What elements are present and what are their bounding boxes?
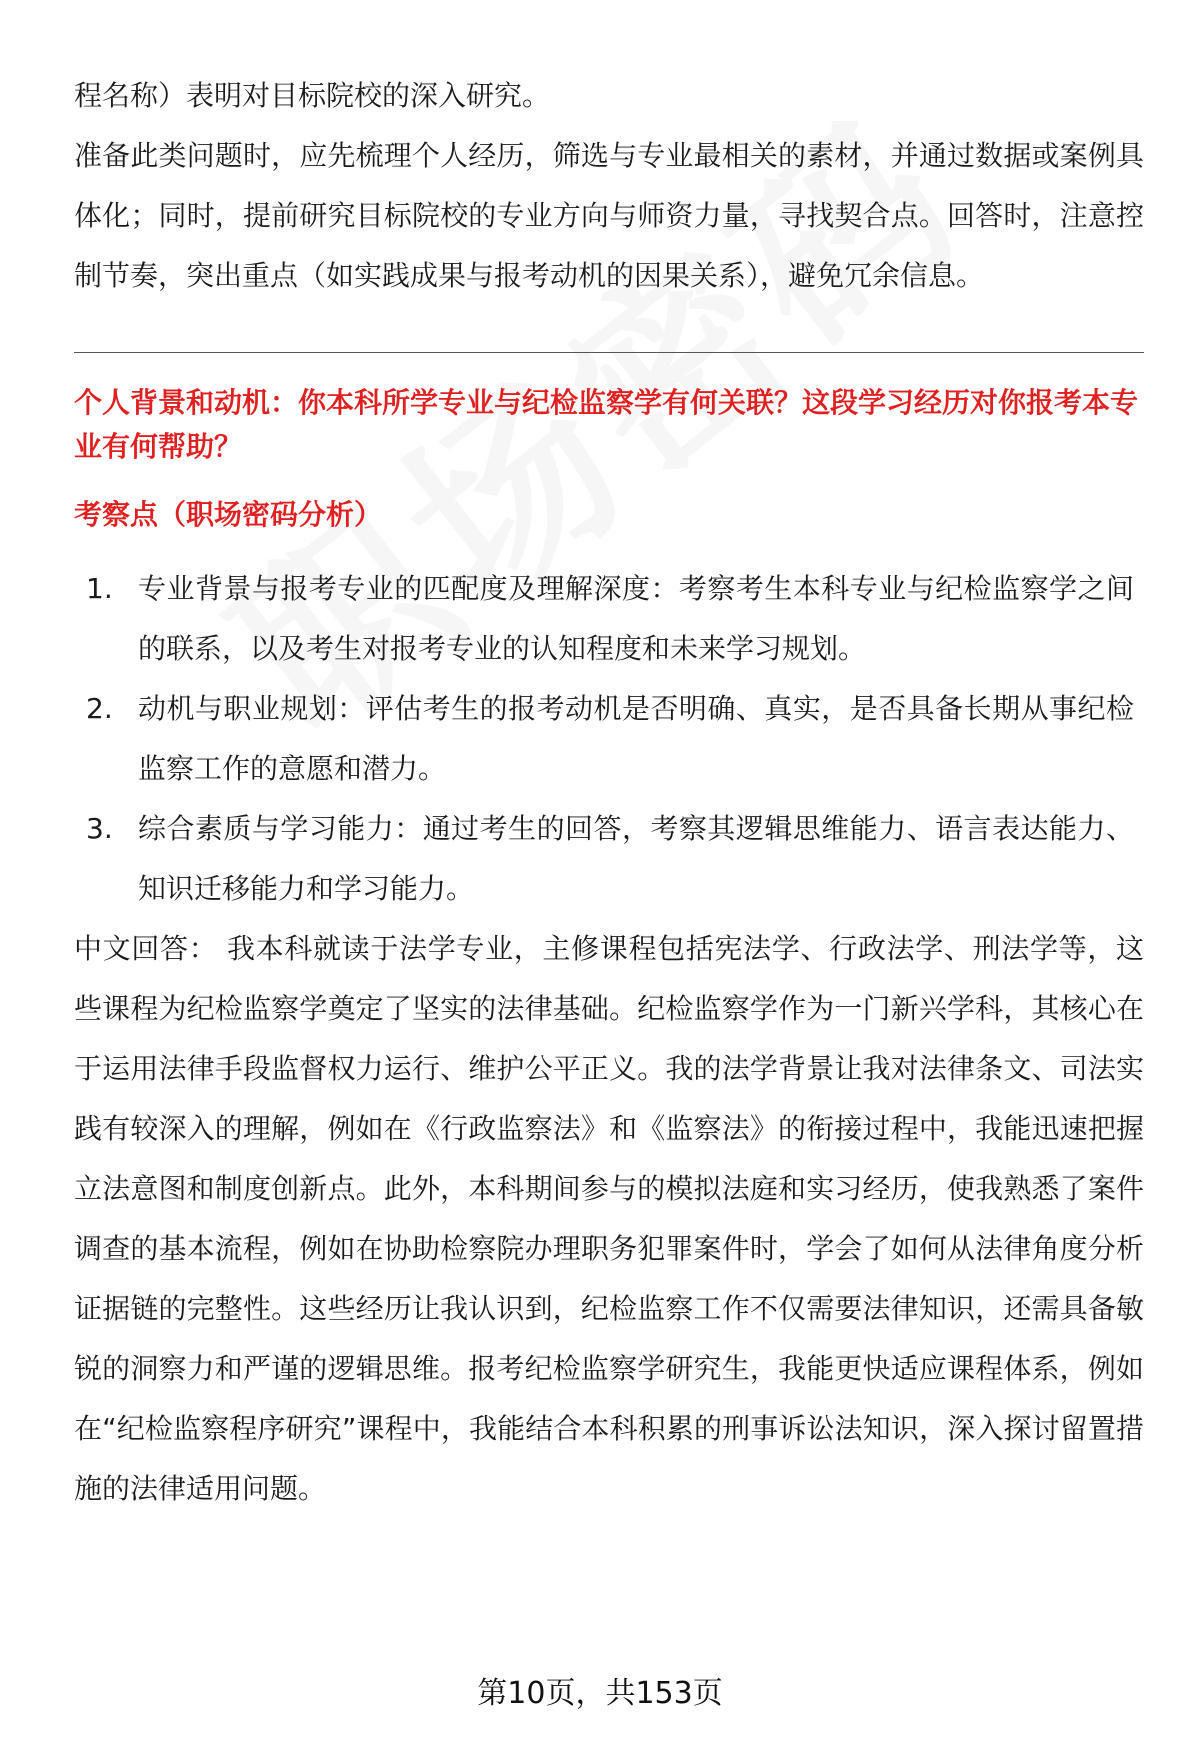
assessment-points	[74, 559, 1144, 919]
intro-paragraph-1: 程名称）表明对目标院校的深入研究。	[74, 79, 551, 112]
question-title: 个人背景和动机：你本科所学专业与纪检监察学有何关联？这段学习经历对你报考本专业有何帮助？	[74, 386, 1139, 463]
page-footer: 第10页，共153页	[477, 1676, 723, 1711]
list-item-text: 专业背景与报考专业的匹配度及理解深度：考察考生本科专业与纪检监察学之间的联系，以及考生对报考专业的认知程度和未来学习规划。	[138, 572, 1134, 665]
list-item	[74, 799, 1144, 919]
list-item-number: 1.	[86, 572, 113, 605]
intro-paragraph-2: 准备此类问题时，应先梳理个人经历，筛选与专业最相关的素材，并通过数据或案例具体化；同时，提前研究目标院校的专业方向与师资力量，寻找契合点。回答时，注意控制节奏，突出重点（如实践成果与报考动机的因果关系），避免冗余信息。	[74, 139, 1144, 292]
list-item-text: 综合素质与学习能力：通过考生的回答，考察其逻辑思维能力、语言表达能力、知识迁移能力和学习能力。	[138, 812, 1134, 905]
list-item	[74, 679, 1144, 799]
section-divider	[74, 352, 1144, 353]
list-item-number: 3.	[86, 812, 113, 845]
answer-paragraph: 中文回答： 我本科就读于法学专业，主修课程包括宪法学、行政法学、刑法学等，这些课程为纪检监察学奠定了坚实的法律基础。纪检监察学作为一门新兴学科，其核心在于运用法律手段监督权力运行、维护公平正义。我的法学背景让我对法律条文、司法实践有较深入的理解，例如在《行政监察法》和《监察法》的衔接过程中，我能迅速把握立法意图和制度创新点。此外，本科期间参与的模拟法庭和实习经历，使我熟悉了案件调查的基本流程，例如在协助检察院办理职务犯罪案件时，学会了如何从法律角度分析证据链的完整性。这些经历让我认识到，纪检监察工作不仅需要法律知识，还需具备敏锐的洞察力和严谨的逻辑思维。报考纪检监察学研究生，我能更快适应课程体系，例如在“纪检监察程序研究”课程中，我能结合本科积累的刑事诉讼法知识，深入探讨留置措施的法律适用问题。	[74, 932, 1144, 1505]
section-heading: 考察点（职场密码分析）	[74, 498, 383, 531]
list-item-text: 动机与职业规划：评估考生的报考动机是否明确、真实，是否具备长期从事纪检监察工作的意愿和潜力。	[138, 692, 1134, 785]
list-item	[74, 559, 1144, 679]
page-content	[74, 66, 1144, 1519]
list-item-number: 2.	[86, 692, 113, 725]
